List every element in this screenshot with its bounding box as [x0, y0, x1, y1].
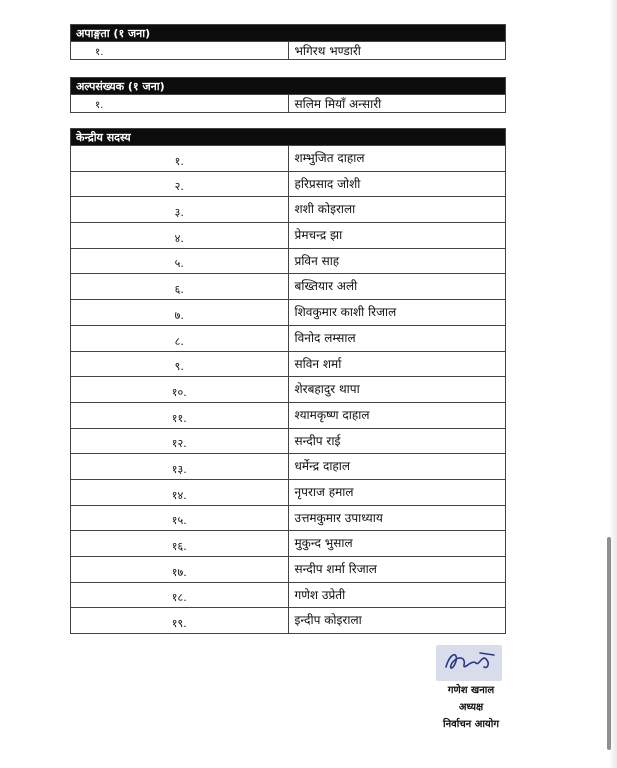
signatory-block — [416, 682, 526, 733]
row-number: ९. — [71, 351, 289, 377]
row-name: बख्तियार अली — [288, 274, 506, 300]
row-name: प्रेमचन्द्र झा — [288, 223, 506, 249]
row-number: १९. — [71, 608, 289, 634]
row-number: २. — [71, 171, 289, 197]
row-name: हरिप्रसाद जोशी — [288, 171, 506, 197]
section-table-central-members — [70, 128, 506, 634]
row-name: इन्दीप कोइराला — [288, 608, 506, 634]
table-row — [71, 351, 506, 377]
row-number: ७. — [71, 300, 289, 326]
signature-scribble — [436, 645, 502, 681]
signatory-organization: निर्वाचन आयोग — [443, 719, 499, 730]
signatory-position: अध्यक्ष — [458, 702, 484, 713]
row-number: ८. — [71, 325, 289, 351]
row-number: १५. — [71, 505, 289, 531]
row-number: १. — [71, 95, 289, 113]
scrollbar-thumb[interactable] — [607, 537, 611, 750]
table-row — [71, 531, 506, 557]
row-number: ११. — [71, 402, 289, 428]
table-row — [71, 454, 506, 480]
row-number: १२. — [71, 428, 289, 454]
table-row — [71, 146, 506, 172]
row-number: १४. — [71, 479, 289, 505]
section-header: अपाङ्गता (१ जना) — [71, 25, 506, 42]
row-number: १३. — [71, 454, 289, 480]
table-row — [71, 479, 506, 505]
row-name: नृपराज हमाल — [288, 479, 506, 505]
row-name: विनोद लम्साल — [288, 325, 506, 351]
table-row — [71, 557, 506, 583]
table-row — [71, 223, 506, 249]
section-header: केन्द्रीय सदस्य — [71, 129, 506, 146]
table-row — [71, 171, 506, 197]
row-name: शशी कोइराला — [288, 197, 506, 223]
table-row — [71, 505, 506, 531]
row-name: सविन शर्मा — [288, 351, 506, 377]
row-name: शिवकुमार काशी रिजाल — [288, 300, 506, 326]
row-name: धर्मेन्द्र दाहाल — [288, 454, 506, 480]
table-row — [71, 95, 506, 113]
row-name: शेरबहादुर थापा — [288, 377, 506, 403]
row-name: मुकुन्द भुसाल — [288, 531, 506, 557]
row-name: श्यामकृष्ण दाहाल — [288, 402, 506, 428]
row-number: १. — [71, 146, 289, 172]
section-header: अल्पसंख्यक (१ जना) — [71, 78, 506, 95]
table-row — [71, 608, 506, 634]
row-number: १८. — [71, 582, 289, 608]
table-row — [71, 248, 506, 274]
row-number: १. — [71, 42, 289, 60]
table-row — [71, 402, 506, 428]
row-number: ३. — [71, 197, 289, 223]
row-name: शम्भुजित दाहाल — [288, 146, 506, 172]
signatory-name: गणेश खनाल — [447, 685, 495, 696]
table-row — [71, 325, 506, 351]
row-number: ६. — [71, 274, 289, 300]
row-name: भगिरथ भण्डारी — [288, 42, 506, 60]
table-row — [71, 377, 506, 403]
table-row — [71, 42, 506, 60]
row-number: ५. — [71, 248, 289, 274]
table-row — [71, 300, 506, 326]
section-table-minority — [70, 77, 506, 113]
row-number: १०. — [71, 377, 289, 403]
row-number: १७. — [71, 557, 289, 583]
row-name: सन्दीप शर्मा रिजाल — [288, 557, 506, 583]
signature-image — [436, 645, 502, 681]
table-row — [71, 428, 506, 454]
section-table-disability — [70, 24, 506, 60]
row-name: उत्तमकुमार उपाध्याय — [288, 505, 506, 531]
row-name: गणेश उप्रेती — [288, 582, 506, 608]
row-number: १६. — [71, 531, 289, 557]
row-name: प्रविन साह — [288, 248, 506, 274]
table-row — [71, 197, 506, 223]
row-number: ४. — [71, 223, 289, 249]
row-name: सन्दीप राई — [288, 428, 506, 454]
table-row — [71, 582, 506, 608]
row-name: सलिम मियाँ अन्सारी — [288, 95, 506, 113]
table-row — [71, 274, 506, 300]
